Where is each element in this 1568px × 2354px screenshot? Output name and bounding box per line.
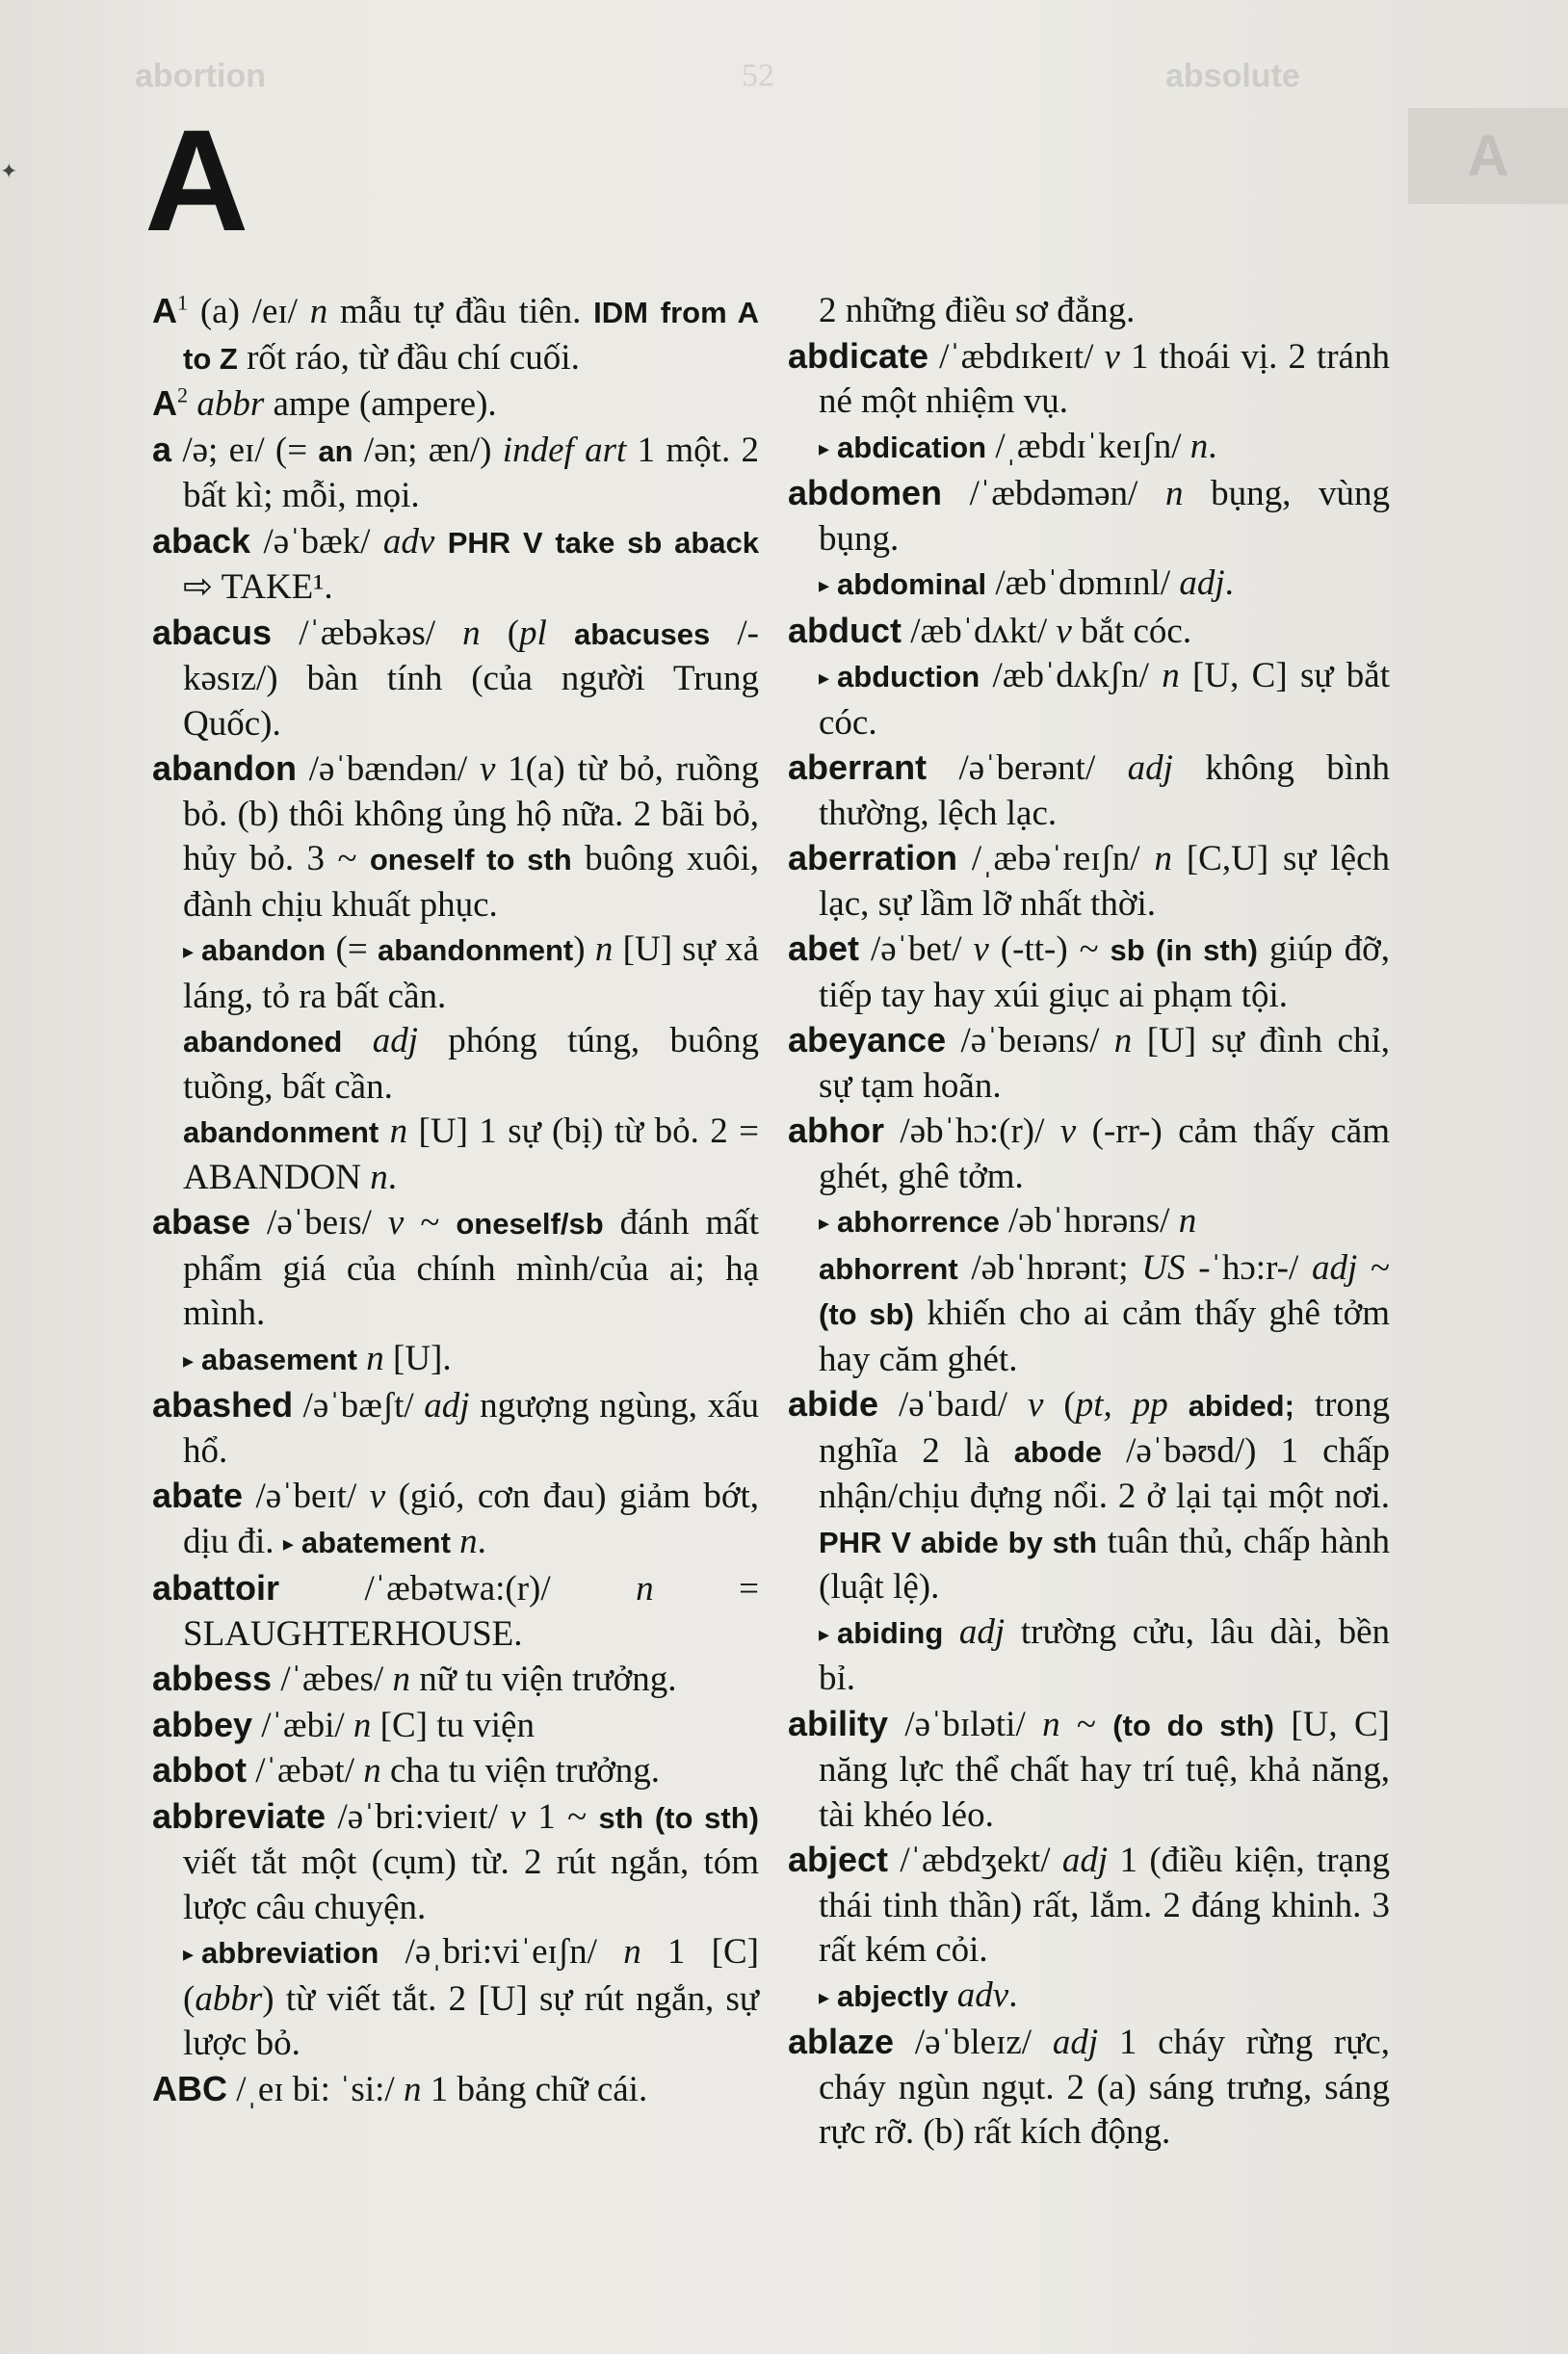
entry-text: 1 ~	[525, 1796, 599, 1837]
entry-text: 2 những điều sơ đẳng.	[819, 291, 1136, 330]
dictionary-entry	[788, 745, 1390, 836]
entry-text: [U, C] năng lực thể chất hay trí tuệ, khả năng, tài khéo léo.	[819, 1704, 1390, 1835]
entry-text: bụng, vùng bụng.	[819, 474, 1391, 559]
entry-text: trường cửu, lâu dài, bền bỉ.	[819, 1611, 1390, 1698]
dictionary-entry	[788, 1109, 1390, 1199]
part-of-speech: n	[1164, 474, 1184, 513]
entry-text: /əˈbeɪəns/	[946, 1021, 1114, 1060]
derivative-marker: ▸	[183, 1347, 195, 1373]
entry-text: ~	[404, 1203, 457, 1242]
bold-phrase: abatement	[301, 1525, 451, 1559]
derivative-marker: ▸	[819, 435, 830, 460]
entry-text	[379, 1112, 389, 1151]
bold-phrase: abdominal	[837, 567, 987, 601]
part-of-speech: n	[353, 1705, 372, 1745]
entry-text: tuân thủ, chấp hành (luật lệ).	[819, 1521, 1390, 1607]
entry-text: (=	[326, 929, 378, 969]
entry-text: )	[573, 929, 595, 969]
headword: abase	[152, 1202, 251, 1242]
entry-text: /əˈberənt/	[927, 748, 1128, 788]
entry-text: mẫu tự đầu tiên.	[327, 292, 594, 331]
bold-phrase: abdication	[837, 430, 987, 464]
part-of-speech: v	[369, 1477, 386, 1516]
headword: abbess	[152, 1659, 273, 1698]
part-of-speech: n	[623, 1932, 641, 1972]
part-of-speech: n	[462, 613, 481, 653]
headword: abbot	[152, 1750, 247, 1790]
entry-text: 1 [C] (	[183, 1932, 760, 2019]
entry-text: /əˈbet/	[859, 929, 974, 969]
entry-text: ngượng ngùng, xấu hổ.	[183, 1386, 759, 1471]
part-of-speech: n	[594, 929, 614, 969]
bold-phrase: abiding	[837, 1615, 944, 1650]
bold-phrase: abandoned	[183, 1025, 343, 1059]
entry-text: /əˈbəʊd/) 1 chấp nhận/chịu đựng nổi. 2 ở lại tại một nơi.	[819, 1430, 1390, 1516]
bold-phrase: from A to Z	[183, 296, 759, 376]
bold-phrase: abduction	[837, 660, 980, 693]
part-of-speech: v	[479, 749, 496, 789]
entry-text: 1 thoái vị. 2 tránh né một nhiệm vụ.	[819, 336, 1390, 421]
entry-text: /ˈæbətwa:(r)/	[279, 1569, 637, 1609]
entry-text: ⇨ TAKE¹.	[183, 567, 333, 607]
bold-phrase: abjectly	[837, 1978, 949, 2013]
entry-text	[357, 1339, 366, 1378]
section-letter: A	[144, 99, 249, 261]
bold-phrase: IDM	[593, 296, 648, 329]
entry-text: /əˈbæʃt/	[293, 1386, 425, 1425]
derivative-marker: ▸	[819, 1984, 830, 2009]
entry-text: /-kəsɪz/) bàn tính (của người Trung Quốc).	[183, 613, 759, 744]
part-of-speech: v	[1027, 1385, 1044, 1425]
headword: abacus	[152, 612, 273, 652]
headword: abeyance	[788, 1020, 947, 1059]
bold-phrase: PHR V abide by sth	[819, 1525, 1098, 1559]
dictionary-entry	[788, 609, 1390, 655]
entry-text: ~	[1357, 1247, 1390, 1288]
entry-text: /əˈbændən/	[297, 749, 480, 789]
entry-text: ) từ viết tắt. 2 [U] sự rút ngắn, sự lược bỏ.	[183, 1978, 759, 2063]
dictionary-entry	[152, 428, 759, 519]
dictionary-entry	[788, 927, 1390, 1018]
headword: abdomen	[788, 473, 943, 512]
headword: abashed	[152, 1385, 294, 1425]
bold-phrase: abacuses	[573, 616, 711, 651]
part-of-speech: n	[1154, 839, 1172, 878]
bold-phrase: abandonment	[378, 933, 574, 967]
dictionary-entry	[152, 746, 759, 928]
entry-text	[451, 1522, 459, 1561]
entry-text: /əˈbeɪs/	[250, 1203, 388, 1242]
dictionary-entry	[152, 1474, 759, 1566]
dictionary-entry	[152, 1748, 759, 1794]
entry-text	[434, 522, 447, 562]
headword: ABC	[152, 2068, 227, 2108]
entry-text: 1 bảng chữ cái.	[421, 2069, 648, 2109]
part-of-speech: adv	[956, 1975, 1009, 2015]
entry-text: cha tu viện trưởng.	[380, 1751, 661, 1791]
dictionary-entry	[152, 1566, 759, 1657]
bold-phrase: abandon	[201, 933, 327, 967]
page-number: 52	[742, 58, 774, 93]
entry-text: /ˈæbdʒekt/	[888, 1841, 1062, 1880]
part-of-speech: adj	[1179, 563, 1225, 603]
part-of-speech: v	[1056, 611, 1072, 651]
entry-text: /ˈæbes/	[272, 1660, 393, 1699]
derivative-marker: ▸	[282, 1530, 294, 1556]
bold-phrase: abhorrence	[837, 1205, 1000, 1239]
part-of-speech: n	[1178, 1201, 1197, 1241]
entry-text: /ˈæbdɪkeɪt/	[928, 336, 1105, 377]
left-column	[152, 289, 759, 2112]
entry-text: /ˈæbi/	[252, 1705, 353, 1745]
part-of-speech: abbr	[195, 1978, 263, 2019]
dictionary-entry	[152, 1657, 759, 1703]
entry-text: 1(a) từ bỏ, ruồng bỏ. (b) thôi không ủng hộ nữa. 2 bãi bỏ, hủy bỏ. 3 ~	[183, 749, 759, 878]
headword: ability	[788, 1703, 889, 1743]
bold-phrase: abandonment	[183, 1115, 379, 1149]
bold-phrase: abasement	[201, 1342, 358, 1376]
sub-entry	[152, 1930, 759, 2067]
entry-text: /æbˈdʌkt/	[902, 611, 1057, 651]
part-of-speech: adj	[1052, 2023, 1099, 2062]
entry-text: /əbˈhɒrənt;	[957, 1247, 1142, 1288]
part-of-speech: n	[403, 2069, 422, 2109]
bold-phrase: abode	[1013, 1434, 1102, 1469]
entry-text: (gió, cơn đau) giảm bớt, dịu đi.	[183, 1477, 759, 1561]
derivative-marker: ▸	[819, 1211, 830, 1235]
entry-text: không bình thường, lệch lạc.	[819, 748, 1390, 833]
part-of-speech: pt, pp	[1075, 1385, 1168, 1425]
entry-text: .	[1008, 1975, 1018, 2015]
bold-phrase: PHR V take sb aback	[447, 525, 760, 560]
entry-text: 1 cháy rừng rực, cháy ngùn ngụt. 2 (a) sáng trưng, sáng rực rỡ. (b) rất kích động.	[819, 2023, 1390, 2152]
entry-text: (a) /eɪ/	[188, 292, 310, 331]
dictionary-entry	[788, 1702, 1390, 1839]
derivative-marker: ▸	[819, 573, 830, 597]
headword: abandon	[152, 748, 297, 788]
derivative-marker: ▸	[183, 1942, 195, 1966]
bold-phrase: (to sb)	[819, 1297, 914, 1331]
derivative-marker: ▸	[183, 939, 195, 963]
entry-text: giúp đỡ, tiếp tay hay xúi giục ai phạm tội.	[819, 929, 1390, 1015]
sub-entry	[788, 289, 1390, 334]
part-of-speech: adj	[1127, 748, 1173, 788]
bold-phrase: an	[318, 433, 353, 468]
running-head-left: abortion	[135, 58, 266, 94]
part-of-speech: v	[1059, 1112, 1077, 1151]
sub-entry	[152, 1110, 759, 1200]
part-of-speech: adj	[372, 1021, 418, 1060]
entry-text: nữ tu viện trưởng.	[409, 1660, 677, 1699]
entry-text: = SLAUGHTERHOUSE.	[183, 1569, 759, 1654]
entry-text: /əˌbri:viˈeɪʃn/	[379, 1932, 624, 1972]
entry-text	[188, 384, 196, 424]
sub-entry	[788, 1199, 1390, 1246]
bold-phrase: oneself/sb	[456, 1207, 604, 1241]
sub-entry	[788, 1610, 1390, 1702]
entry-text: /ˌeɪ bi: ˈsi:/	[227, 2069, 404, 2109]
bold-phrase: oneself to sth	[369, 843, 572, 876]
dictionary-entry	[788, 334, 1390, 425]
headword: abhor	[788, 1111, 885, 1150]
dictionary-entry	[152, 381, 759, 428]
bold-phrase: (to do sth)	[1112, 1708, 1274, 1742]
part-of-speech: n	[1042, 1704, 1060, 1744]
part-of-speech: n	[1162, 656, 1180, 695]
part-of-speech: n	[366, 1338, 384, 1378]
entry-text: .	[477, 1521, 486, 1561]
dictionary-entry	[152, 611, 759, 747]
part-of-speech: pl	[519, 613, 547, 653]
part-of-speech: n	[309, 292, 328, 331]
entry-text: .	[1224, 563, 1234, 603]
part-of-speech: n	[392, 1660, 410, 1699]
part-of-speech: adj	[1061, 1841, 1109, 1880]
entry-text: .	[1208, 426, 1217, 466]
part-of-speech: n	[363, 1751, 381, 1791]
entry-text	[547, 614, 574, 653]
part-of-speech: n	[636, 1569, 654, 1609]
bold-phrase: sb (in sth)	[1110, 933, 1259, 967]
part-of-speech: n	[1113, 1021, 1133, 1060]
sub-entry	[152, 1019, 759, 1110]
entry-text: /əˈbaɪd/	[878, 1385, 1028, 1425]
entry-text: đánh mất phẩm giá của chính mình/của ai; hạ mình.	[183, 1203, 759, 1333]
entry-text: [U] sự đình chỉ, sự tạm hoãn.	[819, 1021, 1390, 1106]
headword: aberration	[788, 838, 958, 877]
part-of-speech: v	[510, 1796, 526, 1837]
running-head-right: absolute	[1165, 58, 1300, 94]
part-of-speech: n	[389, 1112, 408, 1151]
entry-text	[949, 1975, 957, 2015]
entry-text: -ˈhɔ:r-/	[1185, 1247, 1312, 1288]
entry-text: (	[1043, 1385, 1076, 1425]
derivative-marker: ▸	[819, 1621, 830, 1646]
sub-entry	[788, 1246, 1390, 1383]
entry-text: /əˈbæk/	[250, 521, 383, 562]
sub-entry	[788, 425, 1390, 472]
thumb-index-tab: A	[1408, 108, 1568, 204]
headword: aberrant	[788, 747, 928, 787]
part-of-speech: abbr	[196, 384, 265, 424]
sub-entry	[788, 1974, 1390, 2021]
part-of-speech: v	[387, 1203, 405, 1242]
entry-text	[342, 1021, 372, 1060]
entry-text: /ˈæbdəmən/	[942, 474, 1165, 513]
headword: abdicate	[788, 335, 929, 376]
entry-text: ~	[1059, 1704, 1113, 1744]
edge-mark: ✦	[0, 159, 18, 183]
entry-text	[1168, 1385, 1189, 1425]
bold-phrase: abided;	[1188, 1389, 1294, 1423]
entry-text: [C] tu viện	[371, 1705, 535, 1745]
part-of-speech: adj	[958, 1611, 1006, 1652]
entry-text: phóng túng, buông tuồng, bất cần.	[183, 1021, 760, 1107]
entry-text: (-tt-) ~	[988, 929, 1111, 969]
entry-text: viết tắt một (cụm) từ. 2 rút ngắn, tóm lược câu chuyện.	[183, 1843, 759, 1927]
dictionary-entry	[152, 1200, 759, 1337]
entry-text: 1 (điều kiện, trạng thái tinh thần) rất, lắm. 2 đáng khinh. 3 rất kém cỏi.	[819, 1841, 1391, 1970]
sub-entry	[788, 654, 1390, 745]
entry-text: /ˈæbət/	[246, 1751, 364, 1791]
entry-text: /ˈæbəkəs/	[272, 613, 463, 653]
entry-text: /əˈbleɪz/	[894, 2023, 1053, 2062]
entry-text: rốt ráo, từ đầu chí cuối.	[237, 337, 580, 378]
headword: abet	[788, 929, 860, 968]
derivative-marker: ▸	[819, 666, 830, 690]
dictionary-entry	[788, 1382, 1390, 1610]
part-of-speech: n	[370, 1157, 388, 1197]
entry-text: /æbˈdʌkʃn/	[980, 656, 1163, 695]
part-of-speech: indef art	[502, 430, 627, 470]
bold-phrase: abhorrent	[819, 1251, 958, 1286]
entry-text: khiến cho ai cảm thấy ghê tởm hay căm ghét.	[819, 1294, 1391, 1379]
entry-text: /əˈbeɪt/	[243, 1477, 370, 1516]
entry-text: [U] sự xả láng, tỏ ra bất cần.	[183, 929, 759, 1016]
entry-text: (	[480, 613, 520, 653]
headword: ablaze	[788, 2022, 895, 2061]
headword: abattoir	[152, 1568, 280, 1608]
homograph-number: 2	[177, 382, 189, 407]
entry-text: bắt cóc.	[1071, 611, 1192, 651]
entry-text: /ˌæbəˈreɪʃn/	[957, 839, 1155, 878]
headword: abate	[152, 1476, 244, 1515]
sub-entry	[152, 928, 759, 1019]
part-of-speech: v	[1104, 336, 1120, 377]
bold-phrase: abbreviation	[201, 1936, 379, 1970]
dictionary-entry	[152, 519, 759, 611]
sub-entry	[788, 562, 1390, 609]
homograph-number: 1	[177, 290, 189, 315]
entry-text: /əbˈhɒrəns/	[999, 1201, 1179, 1241]
entry-text: /ˌæbdɪˈkeɪʃn/	[986, 426, 1190, 466]
entry-text: [U] 1 sự (bị) từ bỏ. 2 = ABANDON	[183, 1112, 759, 1197]
dictionary-entry	[788, 2020, 1390, 2156]
part-of-speech: n	[459, 1521, 478, 1561]
headword: abide	[788, 1384, 879, 1424]
entry-text: .	[387, 1157, 397, 1197]
dictionary-entry	[788, 836, 1390, 927]
entry-text: (-rr-) cảm thấy căm ghét, ghê tởm.	[819, 1112, 1390, 1196]
part-of-speech: US	[1141, 1247, 1186, 1288]
dictionary-entry	[788, 1018, 1390, 1109]
part-of-speech: v	[973, 929, 989, 969]
entry-text: ampe (ampere).	[264, 384, 497, 424]
entry-text: /æbˈdɒmɪnl/	[986, 563, 1180, 603]
headword: A	[152, 383, 177, 423]
dictionary-entry	[152, 1794, 759, 1931]
entry-text: trong nghĩa 2 là	[819, 1385, 1390, 1471]
entry-text: /ə; eɪ/ (=	[171, 430, 319, 470]
part-of-speech: adv	[382, 521, 435, 562]
headword: abbey	[152, 1704, 253, 1744]
headword: A	[152, 291, 177, 330]
entry-text: [C,U] sự lệch lạc, sự lầm lỡ nhất thời.	[819, 839, 1390, 924]
headword: abject	[788, 1840, 889, 1879]
dictionary-entry	[152, 1703, 759, 1749]
headword: aback	[152, 520, 251, 561]
right-column	[788, 289, 1390, 2156]
bold-phrase: sth (to sth)	[598, 1800, 759, 1835]
dictionary-entry	[152, 289, 759, 381]
entry-text: [U, C] sự bắt cóc.	[819, 656, 1390, 743]
part-of-speech: adj	[1311, 1247, 1358, 1288]
part-of-speech: adj	[424, 1386, 470, 1425]
dictionary-entry	[152, 1383, 759, 1474]
entry-text: /əˈbɪləti/	[888, 1704, 1043, 1744]
sub-entry	[152, 1337, 759, 1384]
headword: abbreviate	[152, 1795, 327, 1836]
entry-text: /ən; æn/)	[353, 430, 503, 470]
part-of-speech: n	[1189, 426, 1209, 466]
headword: abduct	[788, 610, 902, 650]
entry-text	[943, 1612, 959, 1652]
headword: a	[152, 429, 172, 469]
entry-text: /əˈbri:vieɪt/	[326, 1796, 510, 1837]
dictionary-entry	[788, 1838, 1390, 1974]
entry-text	[648, 292, 661, 331]
dictionary-entry	[152, 2067, 759, 2113]
dictionary-entry	[788, 471, 1390, 562]
entry-text: buông xuôi, đành chịu khuất phục.	[183, 839, 759, 925]
entry-text: [U].	[383, 1338, 452, 1378]
entry-text: 1 một. 2 bất kì; mỗi, mọi.	[183, 430, 759, 515]
entry-text: /əbˈhɔ:(r)/	[884, 1112, 1060, 1151]
